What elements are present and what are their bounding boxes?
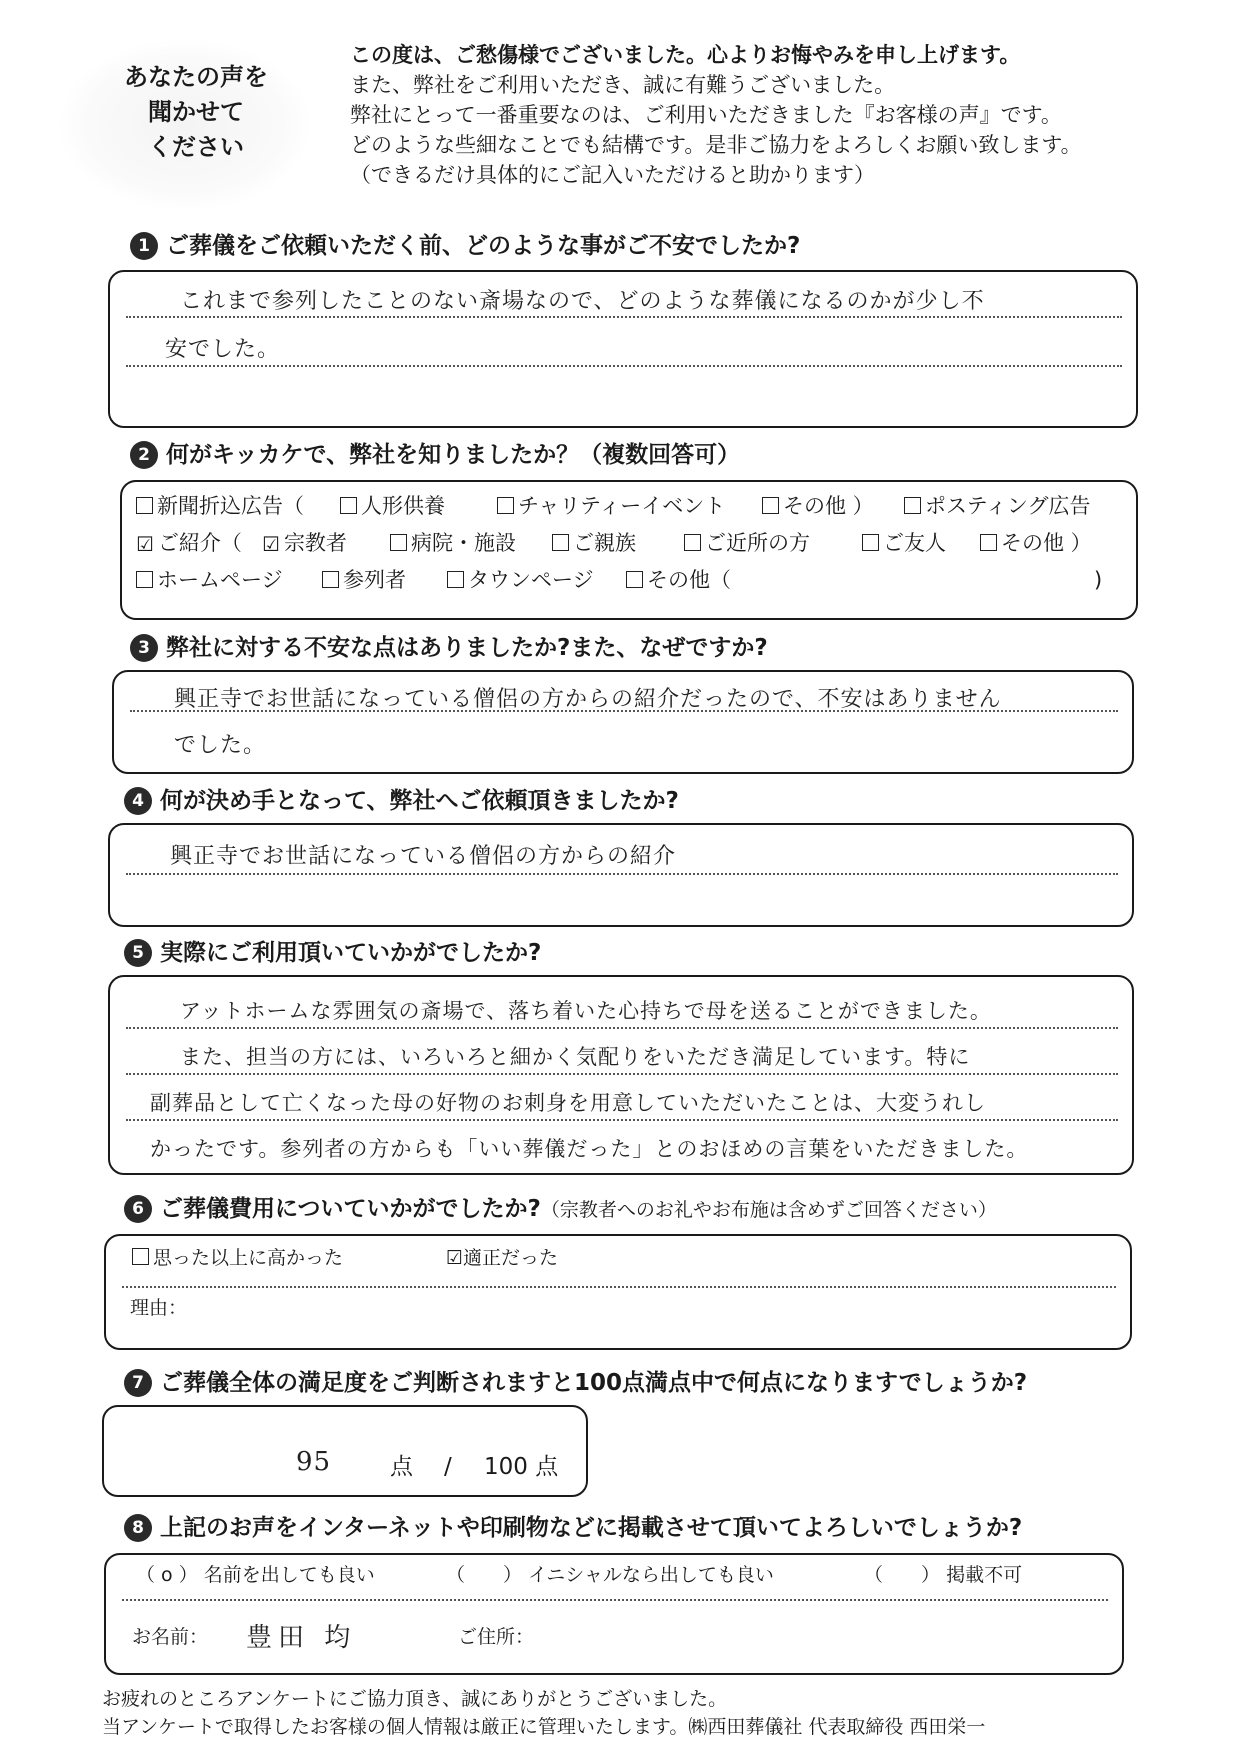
checkbox-icon <box>136 571 153 588</box>
question-8 <box>124 1513 1022 1543</box>
score-value: 95 <box>296 1447 332 1477</box>
score-unit: 点 <box>390 1454 413 1480</box>
question-text: 何がキッカケで、弊社を知りましたか？（複数回答可） <box>166 442 741 468</box>
intro-text <box>350 40 1190 190</box>
question-3 <box>130 633 768 663</box>
handwritten-answer: 興正寺でお世話になっている僧侶の方からの紹介 <box>170 844 677 869</box>
option-initials-ok[interactable]: （ ） イニシャルなら出しても良い <box>446 1564 774 1586</box>
checked-checkbox-icon: ☑ <box>446 1247 464 1269</box>
answer-box-4[interactable] <box>108 823 1134 927</box>
checkbox-town-page[interactable]: タウンページ <box>447 566 594 594</box>
checkbox-posting-ad[interactable]: ポスティング広告 <box>904 492 1090 520</box>
checkbox-icon <box>136 497 153 514</box>
badge-line: 聞かせて <box>148 98 244 126</box>
checkbox-hospital[interactable]: 病院・施設 <box>390 529 516 557</box>
question-5 <box>124 938 541 968</box>
checked-checkbox-icon: ☑ <box>136 532 154 556</box>
answer-box-5[interactable] <box>108 975 1134 1175</box>
name-label: お名前： <box>132 1626 209 1648</box>
checkbox-icon <box>322 571 339 588</box>
intro-line: また、弊社をご利用いただき、誠に有難うございました。 <box>350 73 896 97</box>
checkbox-icon <box>980 534 997 551</box>
answer-box-6 <box>104 1234 1132 1350</box>
answer-box-3[interactable] <box>112 670 1134 774</box>
question-number-badge: 2 <box>130 441 158 469</box>
footer-privacy: 当アンケートで取得したお客様の個人情報は厳正に管理いたします。㈱西田葬儀社 代表取締役 西田栄一 <box>102 1716 986 1738</box>
checkbox-relatives[interactable]: ご親族 <box>552 529 636 557</box>
question-number-badge: 1 <box>130 232 158 260</box>
question-number-badge: 8 <box>124 1514 152 1542</box>
checkbox-charity-event[interactable]: チャリティーイベント <box>497 492 725 520</box>
question-6 <box>124 1194 997 1225</box>
score-max: 100 点 <box>484 1454 559 1480</box>
option-mark: （ ） <box>446 1564 523 1586</box>
question-4 <box>124 786 679 816</box>
handwritten-answer: でした。 <box>174 733 267 758</box>
question-number-badge: 7 <box>124 1369 152 1397</box>
option-no-publish[interactable]: （ ） 掲載不可 <box>864 1564 1023 1586</box>
intro-line: どのような些細なことでも結構です。是非ご協力をよろしくお願い致します。 <box>350 133 1082 157</box>
question-text: 上記のお声をインターネットや印刷物などに掲載させて頂いてよろしいでしょうか? <box>160 1515 1023 1541</box>
checked-checkbox-icon: ☑ <box>262 532 280 556</box>
handwritten-answer: 安でした。 <box>165 337 281 362</box>
checkbox-icon <box>626 571 643 588</box>
survey-badge <box>96 60 296 165</box>
options-box-2 <box>120 480 1138 620</box>
question-text: 弊社に対する不安な点はありましたか?また、なぜですか? <box>166 635 768 661</box>
option-mark: （ ） <box>864 1564 941 1586</box>
checkbox-referral[interactable]: ☑ ご紹介（ <box>136 531 242 556</box>
checkbox-friends[interactable]: ご友人 <box>862 529 946 557</box>
intro-line: （できるだけ具体的にご記入いただけると助かります） <box>350 163 875 187</box>
checkbox-icon <box>904 497 921 514</box>
checkbox-icon <box>390 534 407 551</box>
reason-label: 理由： <box>130 1297 188 1319</box>
option-appropriate[interactable]: ☑適正だった <box>446 1247 559 1269</box>
other-close-paren: ) <box>1094 568 1103 592</box>
checkbox-attendee[interactable]: 参列者 <box>322 566 406 594</box>
checkbox-icon <box>552 534 569 551</box>
intro-line: この度は、ご愁傷様でございました。心よりお悔やみを申し上げます。 <box>350 43 1021 67</box>
checkbox-icon <box>684 534 701 551</box>
checkbox-religious[interactable]: ☑ 宗教者 <box>262 531 347 556</box>
address-label: ご住所： <box>458 1626 535 1648</box>
checkbox-icon <box>862 534 879 551</box>
badge-line: ください <box>148 133 244 161</box>
question-2 <box>130 440 740 470</box>
question-number-badge: 6 <box>124 1195 152 1223</box>
question-text: ご葬儀をご依頼いただく前、どのような事がご不安でしたか? <box>166 233 801 259</box>
question-text: ご葬儀費用についていかがでしたか? <box>160 1196 541 1222</box>
option-too-expensive[interactable]: 思った以上に高かった <box>132 1244 343 1272</box>
question-1 <box>130 231 800 261</box>
intro-line: 弊社にとって一番重要なのは、ご利用いただきました『お客様の声』です。 <box>350 103 1062 127</box>
checkbox-icon <box>447 571 464 588</box>
checkbox-newspaper[interactable]: 新聞折込広告（ <box>136 492 304 520</box>
question-number-badge: 3 <box>130 634 158 662</box>
footer-thanks: お疲れのところアンケートにご協力頂き、誠にありがとうございました。 <box>102 1688 728 1710</box>
name-value[interactable]: 豊田 均 <box>246 1623 357 1653</box>
checkbox-neighbors[interactable]: ご近所の方 <box>684 529 810 557</box>
question-text: 何が決め手となって、弊社へご依頼頂きましたか? <box>160 788 679 814</box>
badge-line: あなたの声を <box>124 63 268 91</box>
checkbox-homepage[interactable]: ホームページ <box>136 566 283 594</box>
option-name-ok[interactable]: （ o ） 名前を出しても良い <box>136 1564 375 1586</box>
question-text: ご葬儀全体の満足度をご判断されますと100点満点中で何点になりますでしょうか? <box>160 1370 1028 1396</box>
question-7 <box>124 1368 1027 1398</box>
checkbox-icon <box>340 497 357 514</box>
question-number-badge: 5 <box>124 939 152 967</box>
handwritten-answer: 興正寺でお世話になっている僧侶の方からの紹介だったので、不安はありません <box>174 687 1002 712</box>
checkbox-other-2[interactable]: その他 ） <box>980 529 1092 557</box>
answer-box-8 <box>104 1553 1124 1675</box>
question-note: （宗教者へのお礼やお布施は含めずご回答ください） <box>540 1199 997 1221</box>
checkbox-other-1[interactable]: その他 ） <box>762 492 874 520</box>
checkbox-other-3[interactable]: その他（ <box>626 566 731 594</box>
checkbox-icon <box>132 1248 149 1265</box>
question-text: 実際にご利用頂いていかがでしたか? <box>160 940 542 966</box>
handwritten-answer: また、担当の方には、いろいろと細かく気配りをいただき満足しています。特に <box>180 1045 971 1069</box>
checkbox-icon <box>762 497 779 514</box>
question-number-badge: 4 <box>124 787 152 815</box>
score-box[interactable] <box>102 1405 588 1497</box>
answer-box-1[interactable] <box>108 270 1138 428</box>
score-slash: / <box>444 1454 452 1480</box>
option-mark: （ o ） <box>136 1564 198 1586</box>
checkbox-doll-memorial[interactable]: 人形供養 <box>340 492 445 520</box>
handwritten-answer: かったです。参列者の方からも「いい葬儀だった」とのおほめの言葉をいただきました。 <box>150 1137 1029 1161</box>
handwritten-answer: アットホームな雰囲気の斎場で、落ち着いた心持ちで母を送ることができました。 <box>180 999 992 1023</box>
handwritten-answer: これまで参列したことのない斎場なので、どのような葬儀になるのかが少し不 <box>180 289 985 314</box>
handwritten-answer: 副葬品として亡くなった母の好物のお刺身を用意していただいたことは、大変うれし <box>150 1091 986 1115</box>
checkbox-icon <box>497 497 514 514</box>
